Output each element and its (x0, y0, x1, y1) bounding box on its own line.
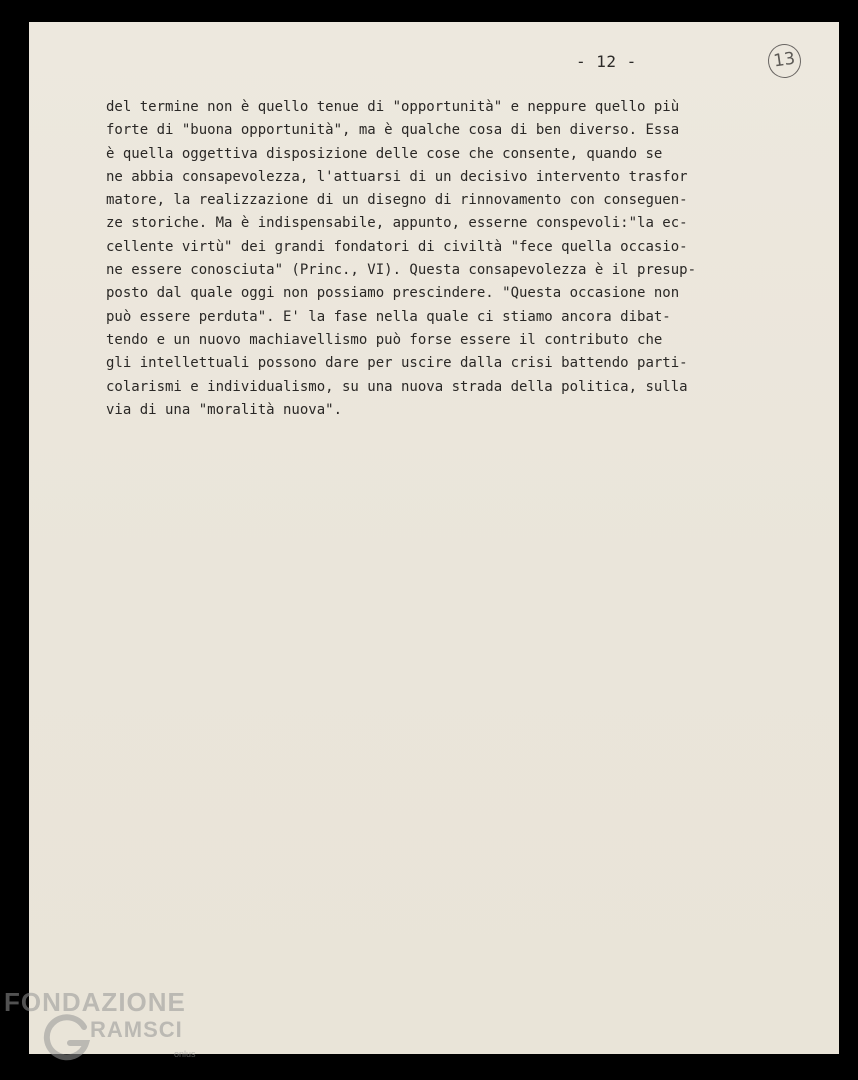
watermark-line1: FONDAZIONE (4, 987, 186, 1017)
text-line: è quella oggettiva disposizione delle cose che consente, quando se (106, 145, 663, 162)
text-line: ne abbia consapevolezza, l'attuarsi di un decisivo intervento trasfor (106, 168, 688, 185)
body-text (106, 96, 806, 422)
text-line: del termine non è quello tenue di "opportunità" e neppure quello più (106, 99, 680, 115)
text-line: gli intellettuali possono dare per uscire dalla crisi battendo parti- (106, 355, 688, 372)
text-line: posto dal quale oggi non possiamo prescindere. "Questa occasione non (106, 285, 680, 302)
text-line: ne essere conosciuta" (Princ., VI). Questa consapevolezza è il presup- (106, 262, 697, 279)
page-number: - 12 - (576, 52, 637, 71)
archive-page-number: 13 (766, 42, 803, 80)
text-line: ze storiche. Ma è indispensabile, appunto, esserne conspevoli:"la ec- (106, 215, 688, 232)
g-logo-icon (40, 1013, 92, 1065)
watermark-logo (0, 985, 240, 1080)
watermark-suffix: onlus (174, 1049, 196, 1059)
text-line: può essere perduta". E' la fase nella quale ci stiamo ancora dibat- (106, 308, 671, 325)
text-line: matore, la realizzazione di un disegno di rinnovamento con conseguen- (106, 192, 688, 209)
text-line: tendo e un nuovo machiavellismo può forse essere il contributo che (106, 331, 663, 348)
text-line: colarismi e individualismo, su una nuova strada della politica, sulla (106, 378, 688, 395)
watermark-line2: RAMSCI (90, 1017, 183, 1042)
text-line: via di una "moralità nuova". (106, 401, 343, 418)
text-line: forte di "buona opportunità", ma è qualche cosa di ben diverso. Essa (106, 122, 680, 139)
text-line: cellente virtù" dei grandi fondatori di civiltà "fece quella occasio- (106, 238, 688, 255)
